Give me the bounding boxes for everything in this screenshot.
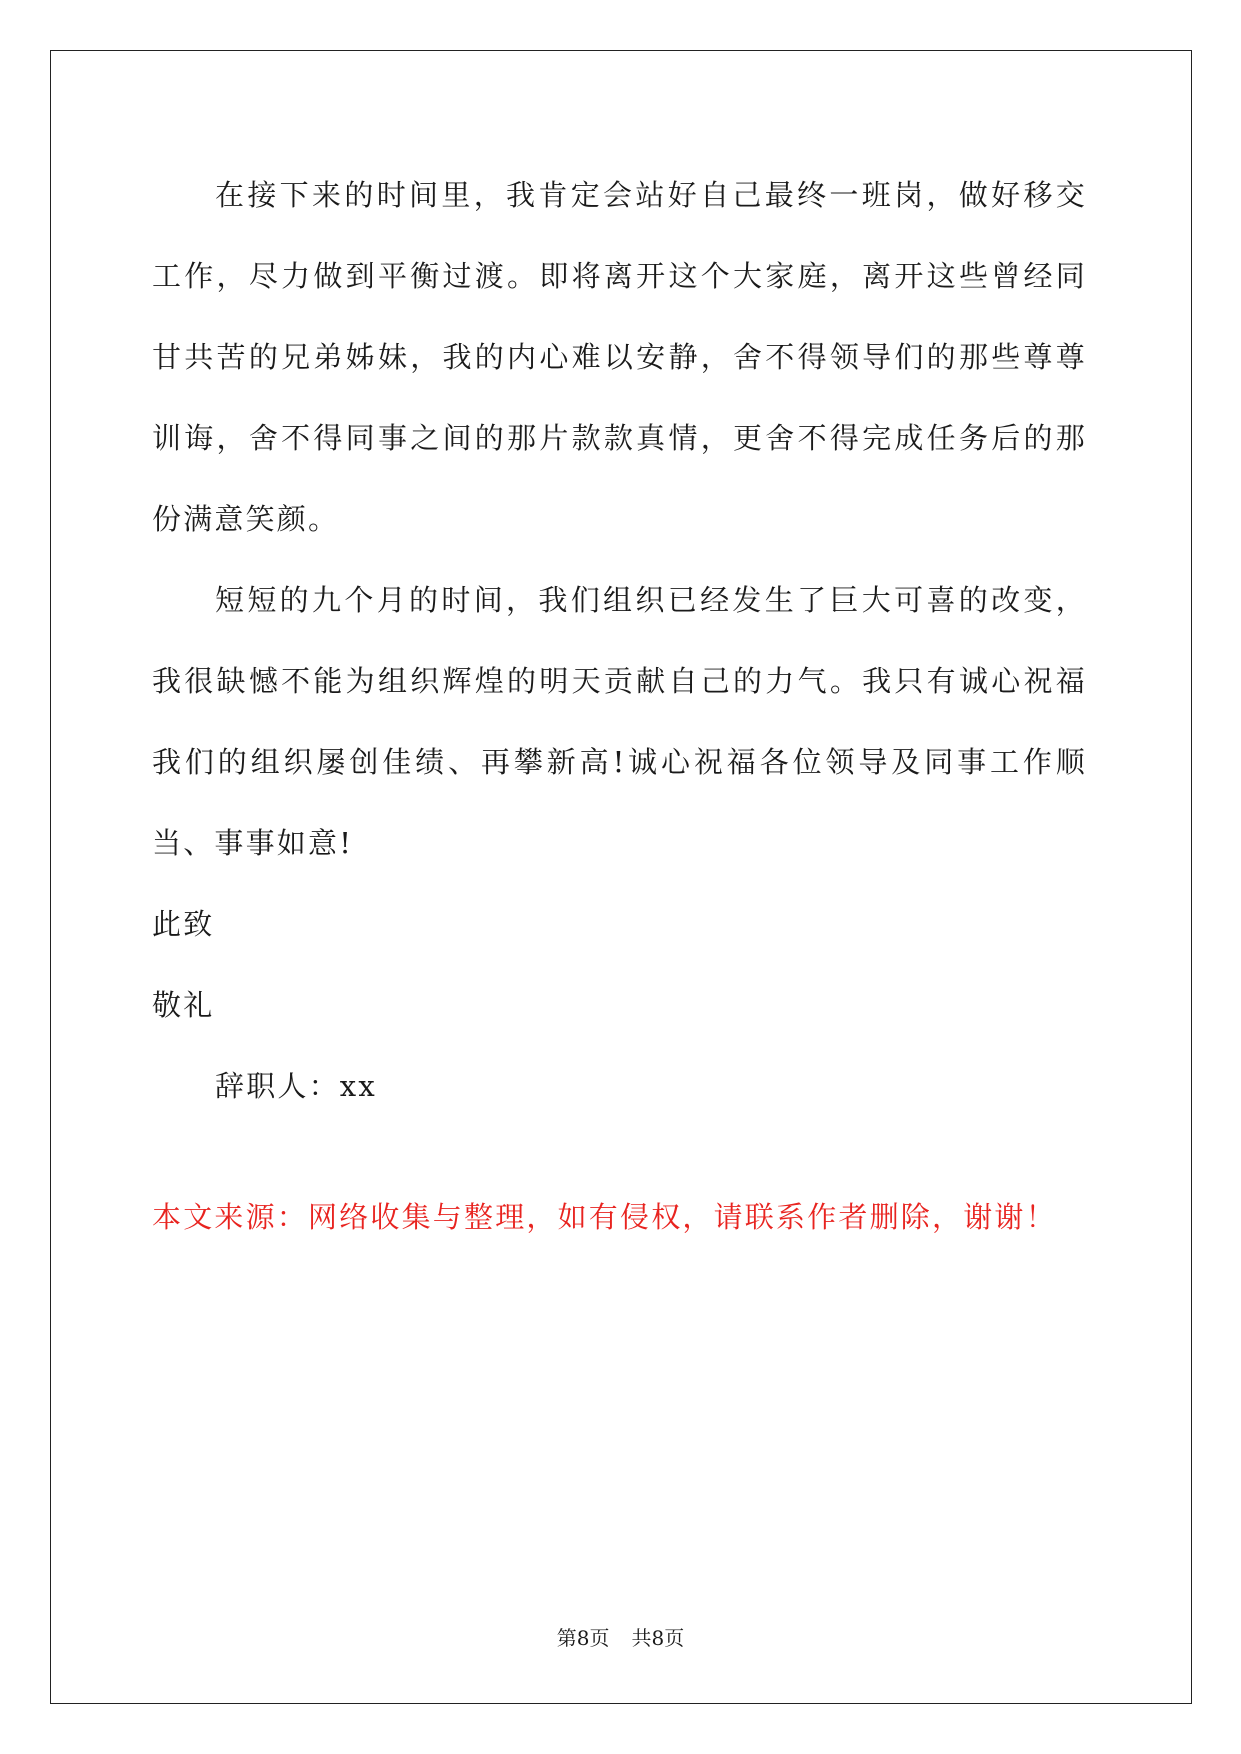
total-page-count: 共8页 [631, 1626, 685, 1650]
signature-line: 辞职人：xx [215, 1069, 377, 1103]
letter-body [152, 155, 1087, 1258]
paragraph-wishes: 短短的九个月的时间，我们组织已经发生了巨大可喜的改变，我很缺憾不能为组织辉煌的明天贡献自己的力气。我只有诚心祝福我们的组织屡创佳绩、再攀新高!诚心祝福各位领导及同事工作顺当、事事如意! [152, 583, 1087, 860]
paragraph-handover: 在接下来的时间里，我肯定会站好自己最终一班岗，做好移交工作，尽力做到平衡过渡。即将离开这个大家庭，离开这些曾经同甘共苦的兄弟姊妹，我的内心难以安静，舍不得领导们的那些尊尊训诲，舍不得同事之间的那片款款真情，更舍不得完成任务后的那份满意笑颜。 [152, 178, 1087, 536]
page-footer [0, 1622, 1241, 1651]
current-page-number: 第8页 [556, 1626, 610, 1650]
source-notice: 本文来源：网络收集与整理，如有侵权，请联系作者删除，谢谢！ [152, 1200, 1057, 1234]
closing-salutation: 此致 [152, 907, 215, 941]
closing-respect: 敬礼 [152, 988, 215, 1022]
